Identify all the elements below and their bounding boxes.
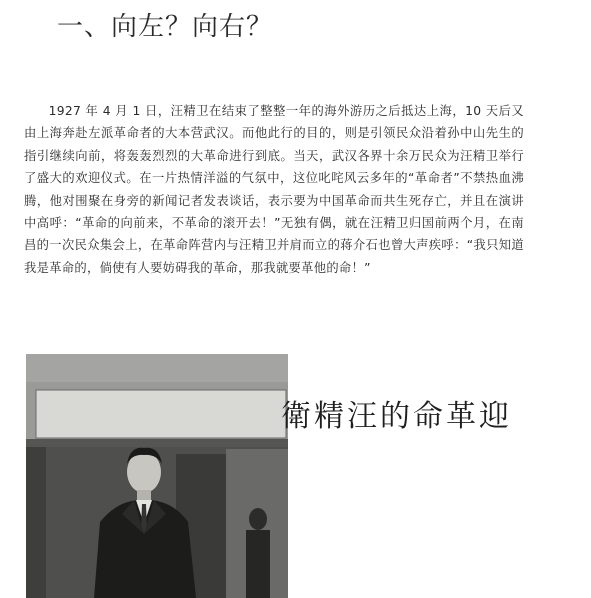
chapter-heading: 一、向左？向右？: [57, 12, 274, 42]
body-text: [24, 100, 524, 279]
paragraph: 1927 年 4 月 1 日，汪精卫在结束了整整一年的海外游历之后抵达上海，10 天后又由上海奔赴左派革命者的大本营武汉。而他此行的目的，则是引领民众沿着孙中山先生的指引继续向前，将轰轰烈烈的大革命进行到底。当天，武汉各界十余万民众为汪精卫举行了盛大的欢迎仪式。在一片热情洋溢的气氛中，这位叱咤风云多年的“革命者”不禁热血沸腾，他对围聚在身旁的新闻记者发表谈话，表示要为中国革命而共生死存亡，并且在演讲中高呼：“革命的向前来，不革命的滚开去！”无独有偶，就在汪精卫归国前两个月，在南昌的一次民众集会上，在革命阵营内与汪精卫并肩而立的蒋介石也曾大声疾呼：“我只知道我是革命的，倘使有人要妨碍我的革命，那我就要革他的命！”: [24, 104, 524, 275]
historical-photo: [26, 354, 512, 598]
banner-text: 迎革命的汪精衛: [281, 399, 512, 434]
